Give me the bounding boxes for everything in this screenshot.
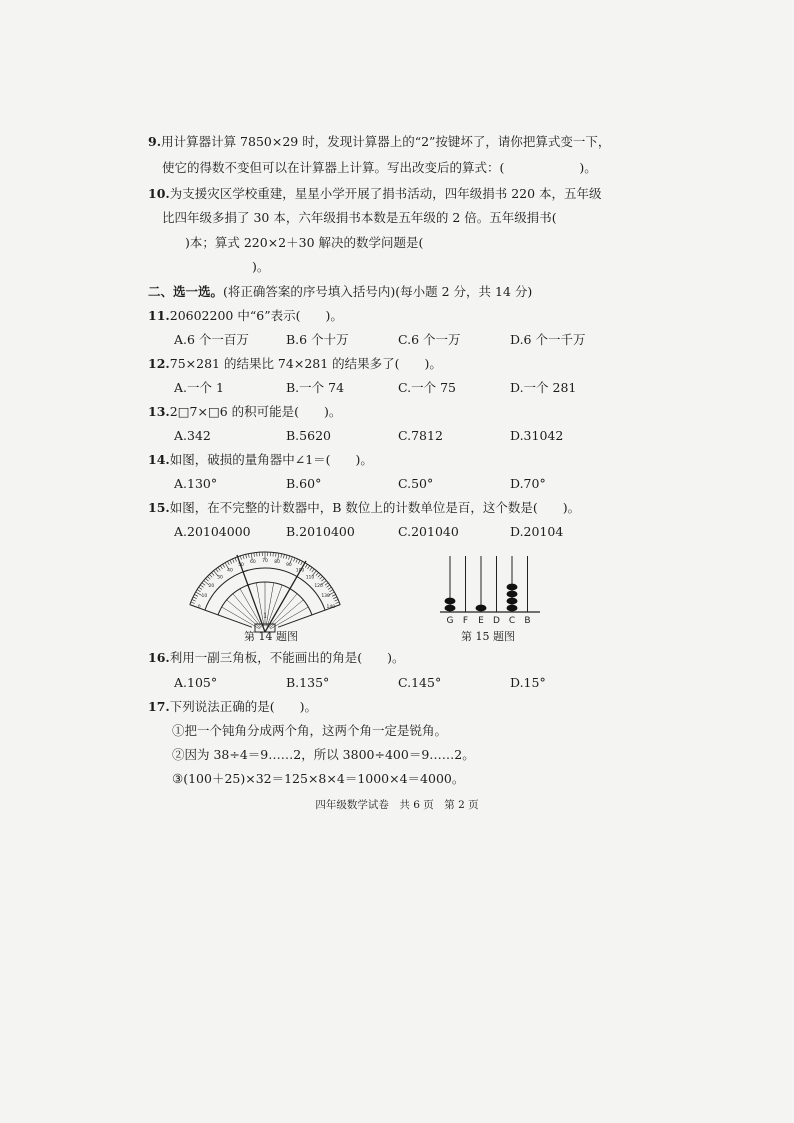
abacus-label-c: C: [508, 616, 516, 626]
abacus-bead: [507, 584, 518, 591]
section2-heading: [148, 284, 532, 300]
q11-option-b: B.6 个十万: [286, 332, 349, 347]
protractor-tick: [328, 587, 331, 589]
q17-stem: [148, 699, 317, 715]
abacus-bead: [445, 598, 456, 605]
protractor-tick: [298, 560, 300, 564]
protractor-tick-label: 80: [274, 560, 281, 566]
section2-title: 二、选一选。: [148, 284, 224, 299]
protractor-tick-label: 140: [326, 605, 336, 611]
q15-text: 如图，在不完整的计数器中，B 数位上的计数单位是百，这个数是( )。: [169, 500, 581, 515]
q17-statement-3: ③(100＋25)×32＝125×8×4＝1000×4＝4000。: [172, 771, 465, 786]
protractor-tick: [329, 590, 332, 592]
protractor-tick: [318, 574, 321, 577]
q10-number: 10.: [148, 186, 170, 201]
q16-stem: [148, 650, 405, 666]
q16-option-b: B.135°: [286, 675, 330, 690]
protractor-tick: [216, 569, 218, 572]
protractor-tick: [223, 564, 225, 567]
protractor-tick: [193, 597, 197, 599]
q12-stem: [148, 356, 442, 372]
protractor-tick: [296, 559, 298, 563]
protractor-tick: [190, 605, 197, 607]
q13-stem: [148, 404, 341, 420]
q14-option-a: A.130°: [174, 476, 218, 491]
q13-number: 13.: [148, 404, 170, 419]
q11-option-a: A.6 个一百万: [174, 332, 249, 347]
page-footer: 四年级数学试卷 共 6 页 第 2 页: [315, 799, 479, 811]
q14-option-c: C.50°: [398, 476, 434, 491]
q17-statement-1: ①把一个钝角分成两个角，这两个角一定是锐角。: [172, 723, 448, 738]
protractor-tick: [307, 566, 309, 569]
q16-option-a: A.105°: [174, 675, 218, 690]
protractor-tick: [211, 573, 214, 576]
protractor-tick: [321, 578, 324, 581]
q11-text: 20602200 中“6”表示( )。: [169, 308, 343, 323]
protractor-tick-label: 40: [227, 568, 233, 574]
q10-line3: )本；算式 220×2＋30 解决的数学问题是(: [185, 235, 424, 250]
protractor-tick: [220, 566, 222, 569]
protractor-tick-label: 10: [201, 594, 208, 599]
protractor-tick: [209, 574, 212, 577]
q12-option-d: D.一个 281: [510, 380, 577, 395]
q11-option-c: C.6 个一万: [398, 332, 461, 347]
q13-option-b: B.5620: [286, 428, 331, 443]
protractor-tick: [246, 554, 247, 558]
q17-text: 下列说法正确的是( )。: [169, 699, 318, 714]
q10-line4: )。: [252, 259, 270, 274]
protractor-tick: [235, 558, 236, 562]
protractor-tick-label: 70: [262, 559, 268, 564]
q14-option-d: D.70°: [510, 476, 546, 491]
protractor-tick: [206, 578, 209, 581]
q14-text: 如图，破损的量角器中∠1＝( )。: [169, 452, 373, 467]
protractor-tick-label: 0: [197, 605, 201, 611]
q9-number: 9.: [148, 134, 162, 149]
q15-option-a: A.20104000: [174, 524, 251, 539]
q11-option-d: D.6 个一千万: [510, 332, 586, 347]
protractor-tick: [194, 594, 198, 596]
protractor-tick: [191, 602, 195, 603]
q15-option-b: B.2010400: [286, 524, 355, 539]
protractor-tick: [199, 587, 202, 589]
abacus-bead: [507, 591, 518, 598]
q10-line2: 比四年级多捐了 30 本，六年级捐书本数是五年级的 2 倍。五年级捐书(: [162, 210, 557, 225]
q12-option-b: B.一个 74: [286, 380, 345, 395]
q15-stem: [148, 500, 580, 516]
fig14-caption: 第 14 题图: [244, 630, 298, 643]
protractor-tick-label: 90: [286, 563, 292, 569]
q16-number: 16.: [148, 650, 170, 665]
abacus-label-f: F: [462, 616, 469, 626]
protractor-tick: [243, 555, 244, 559]
q12-option-c: C.一个 75: [398, 380, 456, 395]
q14-number: 14.: [148, 452, 170, 467]
abacus-label-g: G: [446, 616, 454, 626]
protractor-tick: [316, 573, 319, 576]
q16-option-c: C.145°: [398, 675, 442, 690]
q10-line1: [148, 186, 602, 202]
q12-text: 75×281 的结果比 74×281 的结果多了( )。: [169, 356, 442, 371]
protractor-tick: [335, 602, 339, 603]
abacus-bead: [507, 598, 518, 605]
abacus-bead: [476, 605, 487, 612]
q15-option-c: C.201040: [398, 524, 459, 539]
protractor-tick-label: 30: [217, 575, 223, 581]
protractor-tick-label: 120: [314, 584, 323, 590]
q11-number: 11.: [148, 308, 170, 323]
protractor-tick-label: 20: [208, 584, 215, 590]
protractor-tick: [333, 597, 337, 599]
q14-option-b: B.60°: [286, 476, 322, 491]
q17-statement-2: ②因为 38÷4＝9……2，所以 3800÷400＝9……2。: [172, 747, 475, 762]
protractor-tick: [278, 553, 279, 560]
q16-option-d: D.15°: [510, 675, 546, 690]
q12-number: 12.: [148, 356, 170, 371]
q9-line2: 使它的得数不变但可以在计算器上计算。写出改变后的算式：( )。: [162, 160, 597, 175]
protractor-tick: [200, 585, 203, 587]
abacus-label-b: B: [524, 616, 531, 626]
protractor-tick-label: 100: [295, 568, 305, 574]
protractor-tick: [301, 561, 303, 565]
section2-note: (将正确答案的序号填入括号内)(每小题 2 分，共 14 分): [223, 284, 533, 299]
broken-protractor-figure: [190, 540, 340, 640]
angle-1-label: 1: [263, 612, 268, 620]
protractor-tick: [281, 554, 282, 558]
protractor-tick: [293, 558, 294, 562]
q13-text: 2□7×□6 的积可能是( )。: [169, 404, 342, 419]
protractor-tick: [286, 555, 287, 559]
protractor-tick: [312, 569, 314, 572]
protractor-tick: [283, 554, 284, 558]
q9-text1: 用计算器计算 7850×29 时，发现计算器上的“2”按键坏了，请你把算式变一下，: [161, 134, 611, 149]
protractor-tick: [251, 553, 252, 560]
protractor-tick: [334, 599, 338, 601]
protractor-tick-label: 60: [249, 560, 256, 566]
protractor-tick: [276, 553, 277, 557]
protractor-tick: [332, 594, 336, 596]
q15-option-d: D.20104: [510, 524, 564, 539]
q13-option-a: A.342: [174, 428, 211, 443]
protractor-tick: [230, 560, 232, 564]
q9-line1: [148, 134, 610, 150]
protractor-tick: [202, 583, 205, 585]
q17-number: 17.: [148, 699, 170, 714]
q15-number: 15.: [148, 500, 170, 515]
protractor-tick: [305, 564, 307, 567]
protractor-tick: [240, 556, 241, 560]
abacus-label-d: D: [493, 616, 500, 626]
protractor-tick-label: 130: [321, 594, 330, 599]
fig15-caption: 第 15 题图: [461, 630, 515, 643]
abacus-label-e: E: [478, 616, 484, 626]
protractor-tick: [227, 561, 229, 565]
q10-text1: 为支援灾区学校重建，星星小学开展了捐书活动，四年级捐书 220 本，五年级: [169, 186, 602, 201]
protractor-tick: [325, 583, 328, 585]
protractor-tick: [232, 559, 234, 563]
abacus-bead: [507, 605, 518, 612]
protractor-tick: [288, 556, 289, 560]
protractor-tick: [207, 576, 210, 579]
protractor-tick: [320, 576, 323, 579]
q13-option-d: D.31042: [510, 428, 564, 443]
q12-option-a: A.一个 1: [174, 380, 224, 395]
protractor-tick-label: 50: [238, 563, 244, 569]
q14-stem: [148, 452, 373, 468]
abacus-bead: [445, 605, 456, 612]
protractor-tick: [248, 554, 249, 558]
protractor-tick-label: 110: [305, 575, 315, 581]
protractor-tick: [218, 567, 220, 570]
q16-text: 利用一副三角板，不能画出的角是( )。: [169, 650, 405, 665]
protractor-tick: [326, 585, 329, 587]
protractor-tick: [197, 590, 200, 592]
abacus-figure: [436, 552, 546, 632]
protractor-tick: [310, 567, 312, 570]
protractor-tick: [254, 553, 255, 557]
q11-stem: [148, 308, 343, 324]
protractor-tick: [192, 599, 196, 601]
q13-option-c: C.7812: [398, 428, 443, 443]
